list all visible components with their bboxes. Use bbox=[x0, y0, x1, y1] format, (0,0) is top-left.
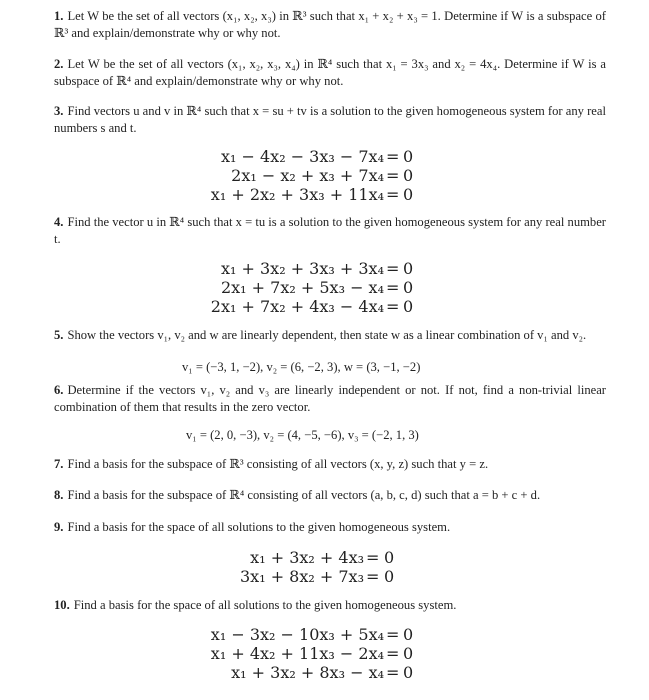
equation-row bbox=[200, 147, 420, 166]
problem-4 bbox=[54, 214, 606, 247]
equation-rhs: 0 bbox=[403, 297, 414, 316]
problem-number: 10. bbox=[54, 598, 70, 612]
equation-lhs: 3x₁ + 8x₂ + 7x₃ bbox=[239, 567, 364, 586]
problem-number: 8. bbox=[54, 488, 64, 502]
equation-lhs: x₁ + 2x₂ + 3x₃ + 11x₄ bbox=[210, 185, 384, 204]
equation-rhs: 0 bbox=[403, 259, 414, 278]
vector-list-6: v₁ = (2, 0, −3), v₂ = (4, −5, −6), v₃ = (−2, 1, 3) bbox=[186, 428, 419, 442]
equation-row bbox=[220, 567, 400, 586]
equation-rhs: 0 bbox=[403, 625, 414, 644]
problem-text: Show the vectors v₁, v₂ and w are linearly dependent, then state w as a linear combination of v₁ and v₂. bbox=[67, 328, 587, 342]
equation-rhs: 0 bbox=[403, 278, 414, 297]
problem-number: 1. bbox=[54, 9, 64, 23]
equation-system-4 bbox=[200, 259, 420, 316]
problem-3 bbox=[54, 103, 606, 136]
equation-row bbox=[220, 548, 400, 567]
problem-5 bbox=[54, 327, 606, 344]
problem-text: Find a basis for the space of all solutions to the given homogeneous system. bbox=[73, 598, 457, 612]
problem-text: Find a basis for the subspace of ℝ³ consisting of all vectors (x, y, z) such that y = z. bbox=[67, 457, 489, 471]
problem-7 bbox=[54, 456, 606, 473]
problem-text: Let W be the set of all vectors (x₁, x₂, x₃) in ℝ³ such that x₁ + x₂ + x₃ = 1. Determine if W is a subspace of ℝ³ and explain/demonstrate why or why not. bbox=[54, 9, 606, 40]
problem-text: Find a basis for the subspace of ℝ⁴ consisting of all vectors (a, b, c, d) such that a = b + c + d. bbox=[67, 488, 541, 502]
equation-lhs: 2x₁ − x₂ + x₃ + 7x₄ bbox=[231, 166, 384, 185]
equation-row bbox=[200, 185, 420, 204]
problem-6 bbox=[54, 382, 606, 415]
equation-row bbox=[200, 259, 420, 278]
problem-2 bbox=[54, 56, 606, 89]
equation-lhs: x₁ − 4x₂ − 3x₃ − 7x₄ bbox=[220, 147, 384, 166]
problem-text: Find the vector u in ℝ⁴ such that x = tu is a solution to the given homogeneous system for any real number t. bbox=[54, 215, 606, 246]
equals-sign: = bbox=[386, 147, 400, 166]
problem-text: Find a basis for the space of all solutions to the given homogeneous system. bbox=[67, 520, 451, 534]
equals-sign: = bbox=[366, 567, 380, 586]
equation-rhs: 0 bbox=[403, 185, 414, 204]
equation-lhs: 2x₁ + 7x₂ + 5x₃ − x₄ bbox=[220, 278, 384, 297]
problem-number: 3. bbox=[54, 104, 64, 118]
problem-10 bbox=[54, 597, 606, 614]
equation-rhs: 0 bbox=[403, 663, 414, 682]
equation-rhs: 0 bbox=[403, 166, 414, 185]
problem-8 bbox=[54, 487, 606, 504]
equation-lhs: x₁ + 3x₂ + 8x₃ − x₄ bbox=[231, 663, 384, 682]
problem-9 bbox=[54, 519, 606, 536]
equation-system-10 bbox=[200, 625, 420, 682]
equation-rhs: 0 bbox=[384, 567, 395, 586]
problem-number: 5. bbox=[54, 328, 64, 342]
equation-rhs: 0 bbox=[384, 548, 395, 567]
equals-sign: = bbox=[386, 663, 400, 682]
equation-row bbox=[200, 663, 420, 682]
problem-number: 7. bbox=[54, 457, 64, 471]
equation-lhs: 2x₁ + 7x₂ + 4x₃ − 4x₄ bbox=[210, 297, 384, 316]
problem-number: 2. bbox=[54, 57, 64, 71]
equals-sign: = bbox=[386, 185, 400, 204]
equation-rhs: 0 bbox=[403, 644, 414, 663]
equals-sign: = bbox=[386, 297, 400, 316]
equals-sign: = bbox=[386, 278, 400, 297]
equation-system-9 bbox=[220, 548, 400, 584]
problem-text: Find vectors u and v in ℝ⁴ such that x = su + tv is a solution to the given homogeneous system for any real numbers s and t. bbox=[54, 104, 606, 135]
equation-lhs: x₁ − 3x₂ − 10x₃ + 5x₄ bbox=[210, 625, 384, 644]
equals-sign: = bbox=[386, 625, 400, 644]
equation-rhs: 0 bbox=[403, 147, 414, 166]
equation-row bbox=[200, 278, 420, 297]
equals-sign: = bbox=[366, 548, 380, 567]
problem-number: 6. bbox=[54, 383, 64, 397]
problem-text: Let W be the set of all vectors (x₁, x₂, x₃, x₄) in ℝ⁴ such that x₁ = 3x₃ and x₂ = 4x₄. Determine if W is a subspace of ℝ⁴ and explain/demonstrate why or why not. bbox=[54, 57, 606, 88]
equation-row bbox=[200, 644, 420, 663]
equation-row bbox=[200, 297, 420, 316]
problem-number: 9. bbox=[54, 520, 64, 534]
equation-row bbox=[200, 166, 420, 185]
equals-sign: = bbox=[386, 259, 400, 278]
problem-text: Determine if the vectors v₁, v₂ and v₃ are linearly independent or not. If not, find a non-trivial linear combination of them that results in the zero vector. bbox=[54, 383, 606, 414]
equation-row bbox=[200, 625, 420, 644]
equals-sign: = bbox=[386, 644, 400, 663]
problem-number: 4. bbox=[54, 215, 64, 229]
vector-list-5: v₁ = (−3, 1, −2), v₂ = (6, −2, 3), w = (3, −1, −2) bbox=[182, 360, 421, 374]
equals-sign: = bbox=[386, 166, 400, 185]
equation-lhs: x₁ + 3x₂ + 3x₃ + 3x₄ bbox=[220, 259, 384, 278]
equation-lhs: x₁ + 3x₂ + 4x₃ bbox=[250, 548, 364, 567]
equation-lhs: x₁ + 4x₂ + 11x₃ − 2x₄ bbox=[210, 644, 384, 663]
problem-1 bbox=[54, 8, 606, 41]
equation-system-3 bbox=[200, 147, 420, 204]
